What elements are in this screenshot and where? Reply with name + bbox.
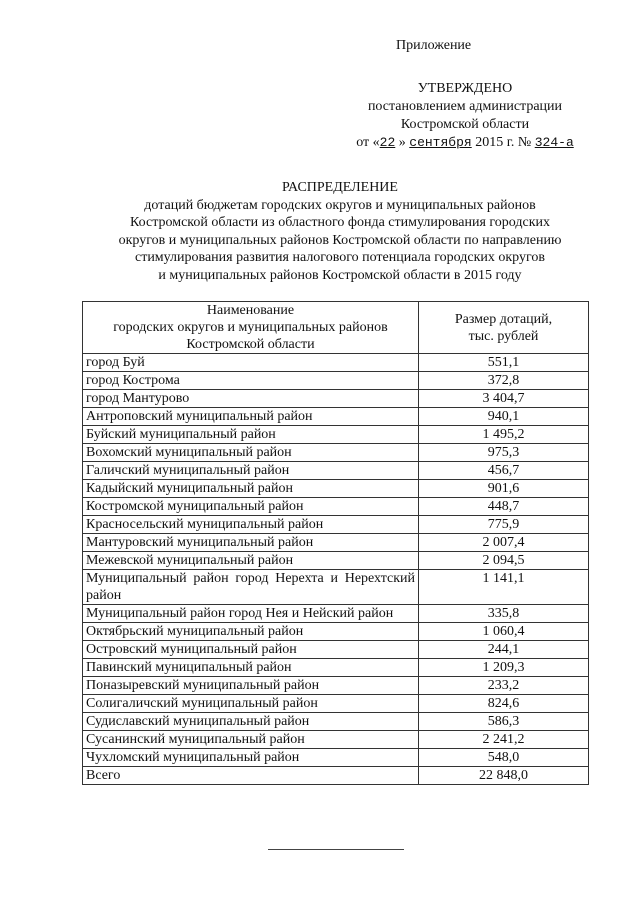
row-value: 548,0 [419, 749, 589, 767]
row-name: Островский муниципальный район [83, 641, 419, 659]
row-value: 824,6 [419, 695, 589, 713]
table-row [83, 641, 589, 659]
date-prefix: от « [356, 135, 380, 150]
total-label: Всего [83, 767, 419, 785]
row-name: Солигаличский муниципальный район [83, 695, 419, 713]
row-value: 335,8 [419, 605, 589, 623]
footer-divider [268, 849, 404, 850]
row-name: Октябрьский муниципальный район [83, 623, 419, 641]
row-value: 1 141,1 [419, 570, 589, 605]
document-heading [80, 179, 600, 284]
table-row [83, 534, 589, 552]
row-value: 1 495,2 [419, 426, 589, 444]
subtitle-line: дотаций бюджетам городских округов и муниципальных районов [144, 197, 536, 213]
header-value: Размер дотаций, тыс. рублей [419, 302, 589, 354]
appendix-label: Приложение [396, 38, 472, 53]
approved-title: УТВЕРЖДЕНО [417, 81, 513, 96]
row-name: Вохомский муниципальный район [83, 444, 419, 462]
row-value: 1 209,3 [419, 659, 589, 677]
row-name: город Мантурово [83, 390, 419, 408]
table-row [83, 623, 589, 641]
row-value: 940,1 [419, 408, 589, 426]
date-year: 2015 г. № [471, 135, 535, 150]
row-value: 975,3 [419, 444, 589, 462]
table-row [83, 552, 589, 570]
subsidy-table [82, 301, 589, 785]
date-day: 22 [379, 135, 396, 150]
row-value: 244,1 [419, 641, 589, 659]
row-value: 372,8 [419, 372, 589, 390]
subtitle-line: стимулирования развития налогового потенциала городских округов [134, 250, 546, 265]
row-name: Павинский муниципальный район [83, 659, 419, 677]
row-name: Буйский муниципальный район [83, 426, 419, 444]
approved-region-line: Костромской области [400, 117, 530, 132]
row-value: 448,7 [419, 498, 589, 516]
table-row [83, 605, 589, 623]
date-month: сентября [409, 135, 472, 150]
row-name: Антроповский муниципальный район [83, 408, 419, 426]
table-row [83, 390, 589, 408]
row-value: 2 094,5 [419, 552, 589, 570]
approval-date-line [330, 134, 600, 152]
table-row [83, 444, 589, 462]
row-name: Межевской муниципальный район [83, 552, 419, 570]
date-mid: » [395, 135, 410, 150]
table-row [83, 480, 589, 498]
row-value: 456,7 [419, 462, 589, 480]
table-row [83, 731, 589, 749]
row-name: город Буй [83, 354, 419, 372]
table-row [83, 516, 589, 534]
subtitle-line: Костромской области из областного фонда стимулирования городских [129, 215, 551, 230]
row-name: Галичский муниципальный район [83, 462, 419, 480]
row-value: 2 241,2 [419, 731, 589, 749]
approved-by-line: постановлением администрации [367, 99, 563, 114]
table-header-row [83, 302, 589, 354]
row-value: 3 404,7 [419, 390, 589, 408]
table-row [83, 749, 589, 767]
row-name: Красносельский муниципальный район [83, 516, 419, 534]
row-name: Мантуровский муниципальный район [83, 534, 419, 552]
row-value: 1 060,4 [419, 623, 589, 641]
table-row [83, 462, 589, 480]
row-name: город Кострома [83, 372, 419, 390]
row-value: 775,9 [419, 516, 589, 534]
approval-block [330, 80, 600, 152]
row-name: Сусанинский муниципальный район [83, 731, 419, 749]
table-row [83, 408, 589, 426]
table-row [83, 659, 589, 677]
total-value: 22 848,0 [419, 767, 589, 785]
row-value: 901,6 [419, 480, 589, 498]
table-row [83, 372, 589, 390]
subtitle-line: округов и муниципальных районов Костромской области по направлению [118, 232, 562, 248]
row-value: 2 007,4 [419, 534, 589, 552]
row-name: Муниципальный район город Нерехта и Нерехтский район [83, 570, 419, 605]
row-name: Поназыревский муниципальный район [83, 677, 419, 695]
table-row [83, 354, 589, 372]
total-row [83, 767, 589, 785]
table-row [83, 498, 589, 516]
header-name: Наименование городских округов и муниципальных районов Костромской области [83, 302, 419, 354]
row-name: Кадыйский муниципальный район [83, 480, 419, 498]
row-name: Судиславский муниципальный район [83, 713, 419, 731]
table-row [83, 713, 589, 731]
decree-number: 324-а [534, 135, 574, 150]
table-row [83, 695, 589, 713]
row-value: 586,3 [419, 713, 589, 731]
row-value: 551,1 [419, 354, 589, 372]
row-value: 233,2 [419, 677, 589, 695]
document-title: РАСПРЕДЕЛЕНИЕ [282, 180, 398, 195]
row-name: Муниципальный район город Нея и Нейский район [83, 605, 419, 623]
table-row [83, 570, 589, 605]
table-row [83, 426, 589, 444]
row-name: Костромской муниципальный район [83, 498, 419, 516]
row-name: Чухломский муниципальный район [83, 749, 419, 767]
table-row [83, 677, 589, 695]
subtitle-line: и муниципальных районов Костромской области в 2015 году [158, 267, 522, 283]
